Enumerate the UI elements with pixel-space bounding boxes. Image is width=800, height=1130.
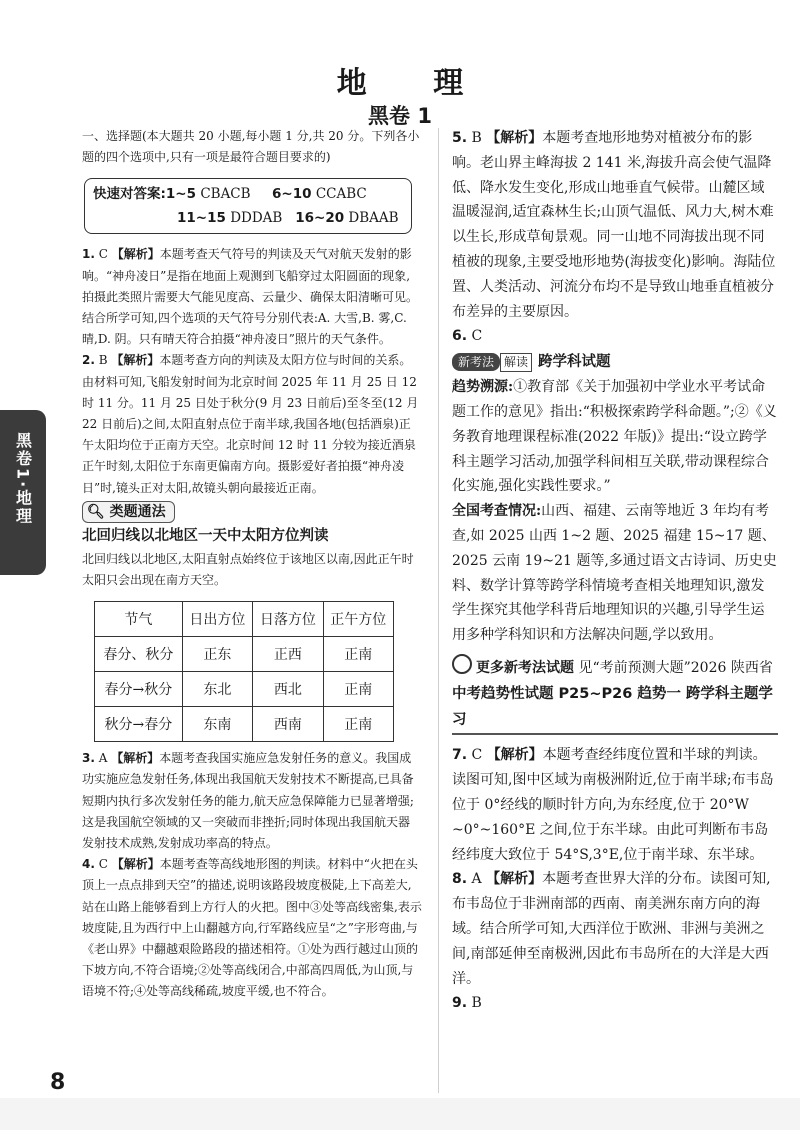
question-3: 3. A 【解析】本题考查我国实施应急发射任务的意义。我国成功实施应急发射任务,体现出我国航天发射技术不断提高,已具备短期内执行多次发射任务的能力,航天应急保障能力已显著增强;这是我国航空领域的又一突破而非挫折;同时体现出我国航天器发射技术成熟,发射成功率高的特点。 [82, 751, 414, 851]
table-row: 秋分→春分 东南 西南 正南 [95, 707, 394, 742]
side-tab-label: 黑卷1·地理 [13, 432, 33, 526]
question-4: 4. C 【解析】本题考查等高线地形图的判读。材料中“火把在头顶上一点点排到天空”的描述,说明该路段坡度极陡,上下高差大,站在山路上能够看到上方行人的火把。图中③处等高线密集,表示坡度陡,且为西行中上山翻越方向,行军路线应呈“之”字形弯曲,与《老山界》中翻越艰险路段的描述相符。①处为西行越过山顶的下坡方向,不符合语境;②处等高线闭合,中部高四周低,为山顶,与语境不符;④处等高线稀疏,坡度平缓,也不符合。 [82, 857, 422, 999]
question-6: 6. C [452, 328, 483, 345]
question-9: 9. B [452, 995, 482, 1012]
question-8: 8. A 【解析】本题考查世界大洋的分布。读图可知,布韦岛位于非洲南部的西南、南美洲东南方向的海域。结合所学可知,大西洋位于欧洲、非洲与美洲之间,南部延伸至南极洲,因此布韦岛所在的大洋是大西洋。 [452, 871, 771, 987]
side-tab [0, 410, 46, 575]
section-heading: 一、选择题(本大题共 20 小题,每小题 1 分,共 20 分。下列各小题的四个选项中,只有一项是最符合题目要求的) [82, 129, 420, 165]
page-subtitle: 黑卷 1 [368, 104, 432, 128]
table-header-row: 节气 日出方位 日落方位 正午方位 [95, 602, 394, 637]
question-5: 5. B 【解析】本题考查地形地势对植被分布的影响。老山界主峰海拔 2 141 米,海拔升高会使气温降低、降水发生变化,形成山地垂直气候带。山麓区域温暖湿润,适宜森林生长;山顶气温低、风力大,树木难以生长,形成草甸景观。同一山地不同海拔出现不同植被的现象,主要受地形地势(海拔变化)影响。海陆位置、人类活动、河流分布均不是导致山地垂直植被分布差异的主要原因。 [452, 130, 776, 320]
topic-label: 跨学科试题 [538, 354, 611, 371]
table-row: 春分→秋分 东北 西北 正南 [95, 672, 394, 707]
tip-title: 北回归线以北地区一天中太阳方位判读 [82, 527, 329, 544]
new-method-block: 新考法 解读 跨学科试题 趋势溯源:①教育部《关于加强初中学业水平考试命题工作的意见》指出:“积极探索跨学科命题。”;②《义务教育地理课程标准(2022 年版)》提出:“设立跨学科主题学习活动,加强学科间相互关联,带动课程综合化实施,强化实践性要求。” 全国考查情况:山西、福建、云南等地近 3 年均有考查,如 2025 山西 1~2 题、2025 福建 15~17 题、2025 云南 19~21 题等,多通过语文古诗词、历史史料、数学计算等跨学科情境考查相关地理知识,激发学生探究其他学科背后地理知识的兴趣,引导学生运用多种学科知识和方法解决问题,学以致用。 [452, 354, 777, 644]
page-title: 地 理 [336, 66, 492, 101]
right-column [452, 126, 778, 1016]
quick-answer-box: 快速对答案:1~5 CBACB 6~10 CCABC 11~15 DDDAB 16~20 DBAAB [84, 178, 412, 234]
question-7: 7. C 【解析】本题考查经纬度位置和半球的判读。读图可知,图中区域为南极洲附近,位于南半球;布韦岛位于 0°经线的顺时针方向,为东经度,位于 20°W ~0°~160°E 之间,位于东半球。由此可判断布韦岛经纬度大致位于 54°S,3°E,位于南半球、东半球。 [452, 747, 774, 863]
new-method-badge: 新考法 [452, 353, 500, 371]
table-row: 春分、秋分 正东 正西 正南 [95, 637, 394, 672]
answer-label: 快速对答案: [93, 186, 166, 203]
method-tip [82, 499, 422, 742]
page-number: 8 [50, 1070, 66, 1095]
link-icon [452, 654, 472, 674]
more-questions-banner: 更多新考法试题 见“考前预测大题”2026 陕西省 中考趋势性试题 P25~P26 趋势一 跨学科主题学习 [452, 654, 778, 736]
question-1: 1. C 【解析】本题考查天气符号的判读及天气对航天发射的影响。“神舟凌日”是指在地面上观测到飞船穿过太阳圆面的现象,拍摄此类照片需要大气能见度高、云量少、确保太阳清晰可见。结合所学可知,四个选项的天气符号分别代表:A. 大雪,B. 雾,C. 晴,D. 阴。只有晴天符合拍摄“神舟凌日”照片的天气条件。 [82, 247, 419, 347]
sun-direction-table [94, 601, 394, 742]
tip-text: 北回归线以北地区,太阳直射点始终位于该地区以南,因此正午时太阳只会出现在南方天空。 [82, 551, 414, 588]
question-2: 2. B 【解析】本题考查方向的判读及太阳方位与时间的关系。由材料可知,飞船发射时间为北京时间 2025 年 11 月 25 日 12 时 11 分。11 月 25 日处于秋分(9 月 23 日前后)至冬至(12 月 22 日前后)之间,太阳直射点位于南半球,我国各地(包括酒泉)正午太阳均位于正南方天空。北京时间 12 时 11 分较为接近酒泉正午时刻,太阳位于东南更偏南方向。摄影爱好者拍摄“神舟凌日”时,镜头正对太阳,故镜头朝向最接近正南。 [82, 353, 419, 495]
tip-heading: 🔍︎ 类题通法 [82, 501, 175, 523]
magnifier-icon: 🔍︎ [87, 503, 105, 520]
column-divider [438, 128, 439, 1093]
interpret-badge: 解读 [500, 353, 532, 372]
bottom-margin [0, 1098, 800, 1130]
left-column [82, 126, 422, 1003]
